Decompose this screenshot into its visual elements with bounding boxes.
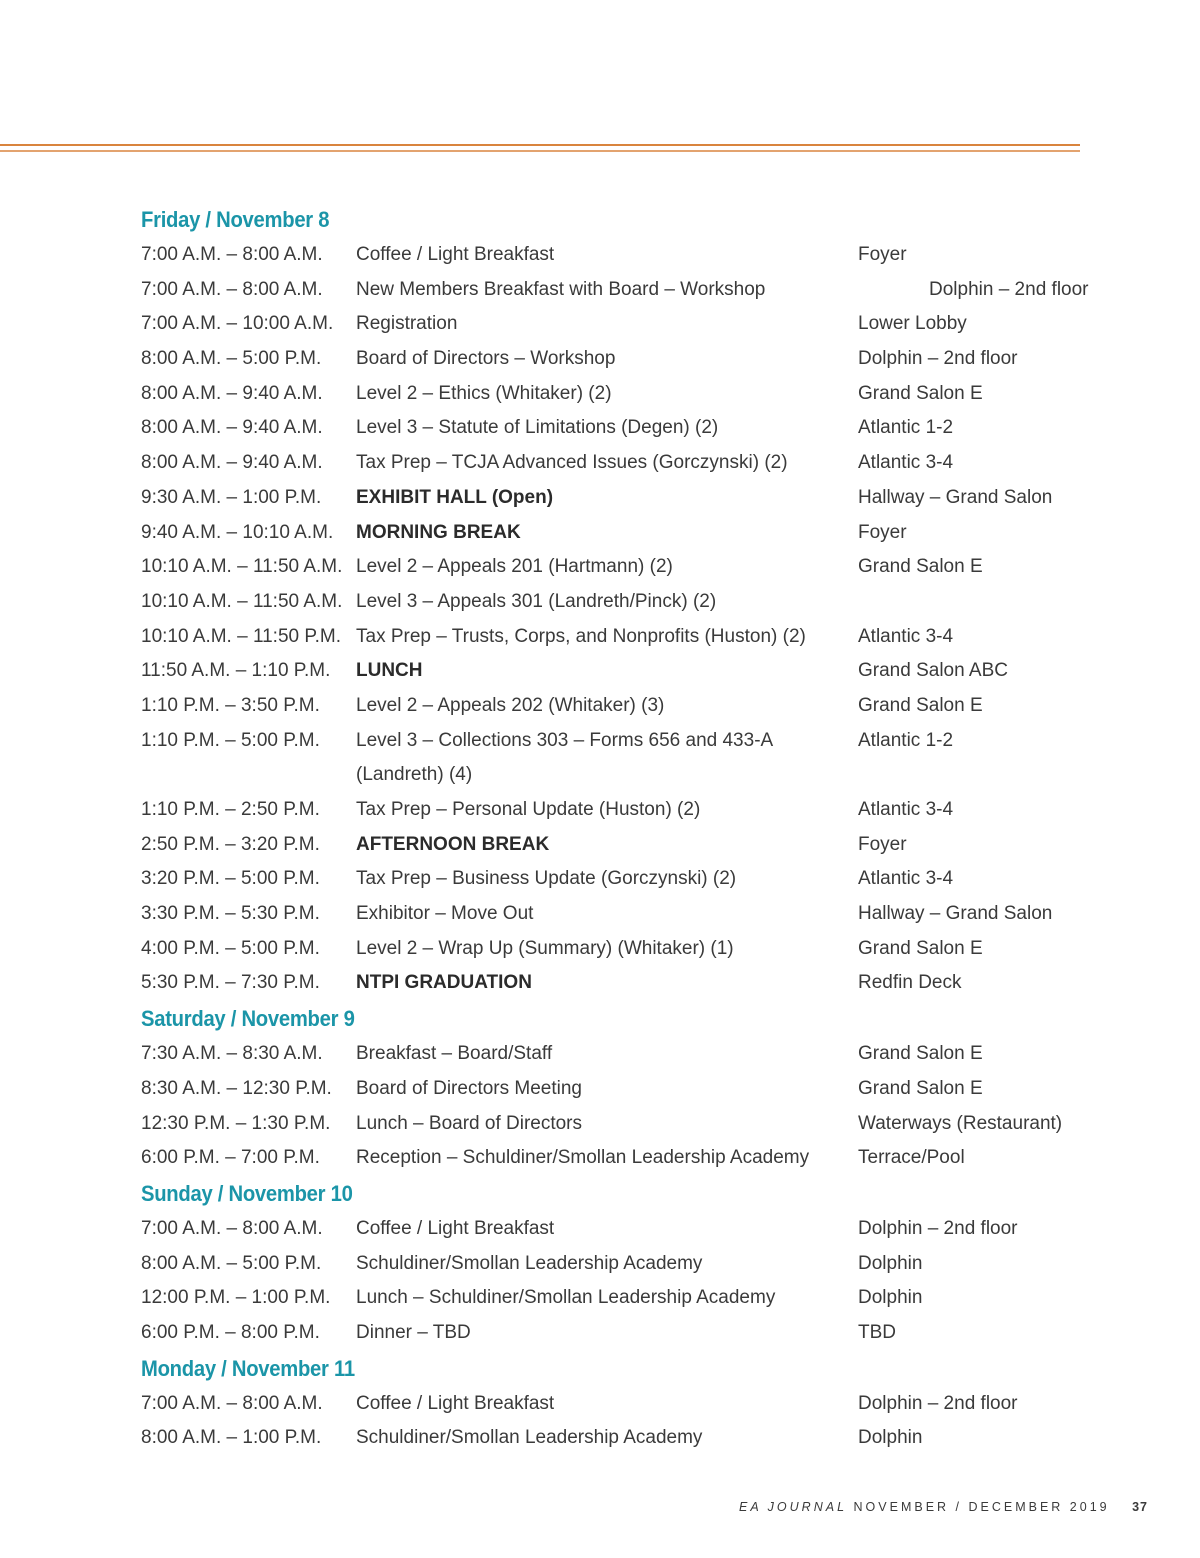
time: 7:00 A.M. – 8:00 A.M.	[141, 1217, 323, 1239]
time: 7:00 A.M. – 8:00 A.M.	[141, 1392, 323, 1414]
schedule-row	[141, 377, 1121, 412]
event: Tax Prep – TCJA Advanced Issues (Gorczynski) (2)	[356, 452, 788, 474]
location: Atlantic 3-4	[858, 625, 954, 647]
schedule-row	[141, 689, 1121, 724]
location: Grand Salon ABC	[858, 660, 1008, 682]
event: Level 2 – Appeals 202 (Whitaker) (3)	[356, 694, 665, 716]
day-heading-sunday: Sunday / November 10	[141, 1180, 353, 1206]
event: Level 3 – Collections 303 – Forms 656 and 433-A (Landreth) (4)	[356, 729, 773, 786]
location: Dolphin – 2nd floor	[858, 1217, 1018, 1239]
schedule-row	[141, 1072, 1121, 1107]
event: NTPI GRADUATION	[356, 972, 532, 994]
time: 1:10 P.M. – 3:50 P.M.	[141, 694, 320, 716]
time: 12:30 P.M. – 1:30 P.M.	[141, 1112, 331, 1134]
location: Dolphin – 2nd floor	[858, 348, 1018, 370]
schedule-row	[141, 828, 1121, 863]
day-heading-saturday: Saturday / November 9	[141, 1006, 355, 1032]
schedule-row	[141, 1281, 1121, 1316]
location: Dolphin	[858, 1427, 923, 1449]
day-heading-friday: Friday / November 8	[141, 207, 330, 232]
location: Grand Salon E	[858, 694, 983, 716]
schedule-row	[141, 238, 1121, 273]
schedule-row	[141, 1421, 1121, 1456]
event: Level 2 – Wrap Up (Summary) (Whitaker) (1)	[356, 937, 734, 959]
schedule-row	[141, 585, 1121, 620]
journal-name: EA JOURNAL	[739, 1500, 848, 1514]
location: Hallway – Grand Salon	[858, 486, 1053, 508]
time: 5:30 P.M. – 7:30 P.M.	[141, 972, 320, 994]
location: Foyer	[858, 521, 907, 543]
event: AFTERNOON BREAK	[356, 833, 550, 855]
time: 7:00 A.M. – 8:00 A.M.	[141, 244, 323, 265]
time: 7:00 A.M. – 8:00 A.M.	[141, 278, 323, 300]
time: 8:00 A.M. – 5:00 P.M.	[141, 1252, 322, 1274]
schedule-row	[141, 793, 1121, 828]
time: 9:40 A.M. – 10:10 A.M.	[141, 521, 334, 543]
schedule-row	[141, 307, 1121, 342]
schedule-row	[141, 1212, 1121, 1247]
schedule-row	[141, 481, 1121, 516]
location: Atlantic 1-2	[858, 417, 954, 439]
event: New Members Breakfast with Board – Workshop	[356, 278, 766, 300]
location: Dolphin – 2nd floor	[929, 278, 1089, 300]
time: 4:00 P.M. – 5:00 P.M.	[141, 937, 320, 959]
schedule-row	[141, 1247, 1121, 1282]
event: Exhibitor – Move Out	[356, 903, 534, 925]
location: Redfin Deck	[858, 972, 962, 994]
schedule-row	[141, 897, 1121, 932]
schedule-row	[141, 966, 1121, 1001]
location: TBD	[858, 1321, 896, 1343]
event: Board of Directors – Workshop	[356, 348, 616, 370]
issue-date: NOVEMBER / DECEMBER 2019	[853, 1500, 1110, 1514]
location: Dolphin – 2nd floor	[858, 1392, 1018, 1414]
location: Dolphin	[858, 1287, 923, 1309]
event: Coffee / Light Breakfast	[356, 244, 555, 265]
event: Level 2 – Appeals 201 (Hartmann) (2)	[356, 556, 673, 578]
schedule-row	[141, 342, 1121, 377]
schedule-row	[141, 1387, 1121, 1422]
event: Dinner – TBD	[356, 1321, 471, 1343]
schedule-row	[141, 411, 1121, 446]
time: 11:50 A.M. – 1:10 P.M.	[141, 660, 331, 682]
event: Level 2 – Ethics (Whitaker) (2)	[356, 382, 612, 404]
event: Tax Prep – Business Update (Gorczynski) (2)	[356, 868, 737, 890]
location: Atlantic 3-4	[858, 868, 954, 890]
event: Coffee / Light Breakfast	[356, 1217, 555, 1239]
schedule-row	[141, 550, 1121, 585]
location: Terrace/Pool	[858, 1147, 965, 1169]
event: Breakfast – Board/Staff	[356, 1043, 553, 1065]
schedule-row	[141, 654, 1121, 689]
schedule-row	[141, 620, 1121, 655]
time: 2:50 P.M. – 3:20 P.M.	[141, 833, 320, 855]
schedule	[141, 202, 1121, 1456]
event: Lunch – Schuldiner/Smollan Leadership Academy	[356, 1287, 776, 1309]
time: 3:20 P.M. – 5:00 P.M.	[141, 868, 320, 890]
location: Atlantic 1-2	[858, 729, 954, 751]
time: 8:00 A.M. – 9:40 A.M.	[141, 452, 323, 474]
location: Grand Salon E	[858, 556, 983, 578]
location: Grand Salon E	[858, 937, 983, 959]
schedule-row	[141, 516, 1121, 551]
location: Foyer	[858, 244, 907, 265]
event: EXHIBIT HALL (Open)	[356, 486, 554, 508]
event: Level 3 – Appeals 301 (Landreth/Pinck) (2)	[356, 590, 717, 612]
time: 12:00 P.M. – 1:00 P.M.	[141, 1287, 331, 1309]
location: Lower Lobby	[858, 313, 967, 335]
event: Tax Prep – Personal Update (Huston) (2)	[356, 799, 701, 821]
time: 9:30 A.M. – 1:00 P.M.	[141, 486, 322, 508]
time: 8:30 A.M. – 12:30 P.M.	[141, 1077, 332, 1099]
time: 6:00 P.M. – 8:00 P.M.	[141, 1321, 320, 1343]
time: 7:00 A.M. – 10:00 A.M.	[141, 313, 334, 335]
time: 1:10 P.M. – 2:50 P.M.	[141, 799, 320, 821]
location: Foyer	[858, 833, 907, 855]
location: Grand Salon E	[858, 382, 983, 404]
time: 7:30 A.M. – 8:30 A.M.	[141, 1043, 323, 1065]
location: Waterways (Restaurant)	[858, 1112, 1063, 1134]
time: 8:00 A.M. – 5:00 P.M.	[141, 348, 322, 370]
event: Tax Prep – Trusts, Corps, and Nonprofits (Huston) (2)	[356, 625, 806, 647]
schedule-row	[141, 273, 1121, 308]
schedule-row	[141, 1141, 1121, 1176]
time: 3:30 P.M. – 5:30 P.M.	[141, 903, 320, 925]
schedule-row	[141, 724, 1121, 793]
event: LUNCH	[356, 660, 423, 682]
location: Grand Salon E	[858, 1043, 983, 1065]
time: 8:00 A.M. – 9:40 A.M.	[141, 382, 323, 404]
schedule-row	[141, 932, 1121, 967]
event: Reception – Schuldiner/Smollan Leadership Academy	[356, 1147, 810, 1169]
time: 8:00 A.M. – 1:00 P.M.	[141, 1427, 322, 1449]
event: Schuldiner/Smollan Leadership Academy	[356, 1252, 703, 1274]
time: 1:10 P.M. – 5:00 P.M.	[141, 729, 320, 751]
location: Atlantic 3-4	[858, 452, 954, 474]
time: 6:00 P.M. – 7:00 P.M.	[141, 1147, 320, 1169]
event: Coffee / Light Breakfast	[356, 1392, 555, 1414]
time: 10:10 A.M. – 11:50 A.M.	[141, 556, 343, 578]
schedule-row	[141, 1316, 1121, 1351]
page-number: 37	[1132, 1500, 1148, 1514]
event: MORNING BREAK	[356, 521, 521, 543]
schedule-row	[141, 446, 1121, 481]
event: Schuldiner/Smollan Leadership Academy	[356, 1427, 703, 1449]
event: Lunch – Board of Directors	[356, 1112, 583, 1134]
event: Level 3 – Statute of Limitations (Degen) (2)	[356, 417, 719, 439]
location: Atlantic 3-4	[858, 799, 954, 821]
schedule-row	[141, 1107, 1121, 1142]
location: Dolphin	[858, 1252, 923, 1274]
location: Grand Salon E	[858, 1077, 983, 1099]
time: 10:10 A.M. – 11:50 A.M.	[141, 590, 343, 612]
time: 8:00 A.M. – 9:40 A.M.	[141, 417, 323, 439]
event: Registration	[356, 313, 458, 335]
schedule-row	[141, 1037, 1121, 1072]
schedule-row	[141, 862, 1121, 897]
location: Hallway – Grand Salon	[858, 903, 1053, 925]
day-heading-monday: Monday / November 11	[141, 1355, 355, 1381]
time: 10:10 A.M. – 11:50 P.M.	[141, 625, 341, 647]
page-footer	[739, 1500, 1148, 1514]
header-rule-bottom	[0, 150, 1080, 152]
header-rule-top	[0, 144, 1080, 146]
event: Board of Directors Meeting	[356, 1077, 582, 1099]
